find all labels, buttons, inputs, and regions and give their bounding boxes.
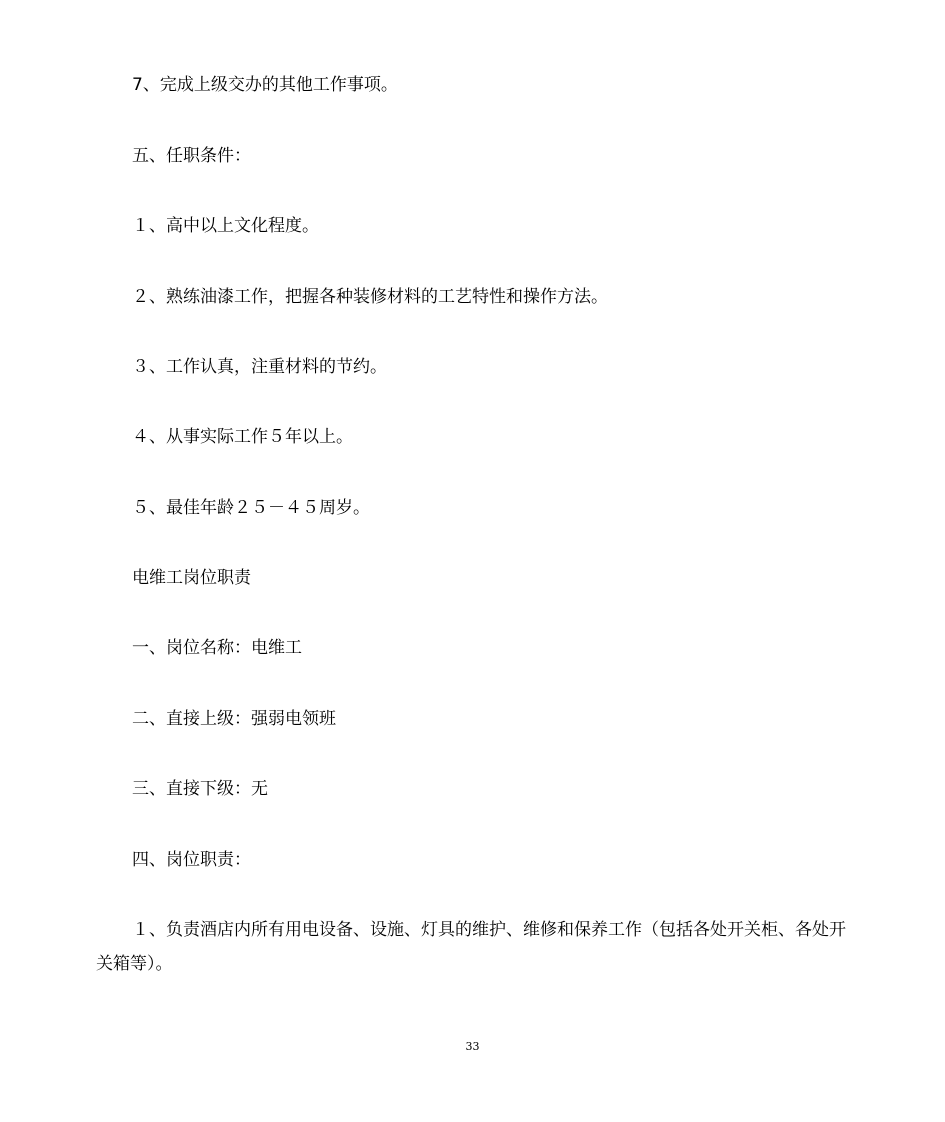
paragraph-10: 二、直接上级：强弱电领班 <box>132 709 336 729</box>
section-heading: 电维工岗位职责 <box>132 568 251 588</box>
paragraph-5: ３、工作认真，注重材料的节约。 <box>132 357 387 377</box>
paragraph-4: ２、熟练油漆工作，把握各种装修材料的工艺特性和操作方法。 <box>132 287 608 307</box>
paragraph-13: １、负责酒店内所有用电设备、设施、灯具的维护、维修和保养工作（包括各处开关柜、各处开关箱等）。 <box>96 920 846 974</box>
paragraph-9: 一、岗位名称：电维工 <box>132 638 302 658</box>
paragraph-7: ５、最佳年龄２５－４５周岁。 <box>132 498 370 518</box>
paragraph-1: 7、完成上级交办的其他工作事项。 <box>132 75 398 95</box>
paragraph-2: 五、任职条件： <box>132 146 251 166</box>
paragraph-11: 三、直接下级：无 <box>132 779 268 799</box>
paragraph-6: ４、从事实际工作５年以上。 <box>132 427 353 447</box>
paragraph-12: 四、岗位职责： <box>132 850 251 870</box>
page-number: 33 <box>465 1040 480 1053</box>
paragraph-3: １、高中以上文化程度。 <box>132 216 319 236</box>
